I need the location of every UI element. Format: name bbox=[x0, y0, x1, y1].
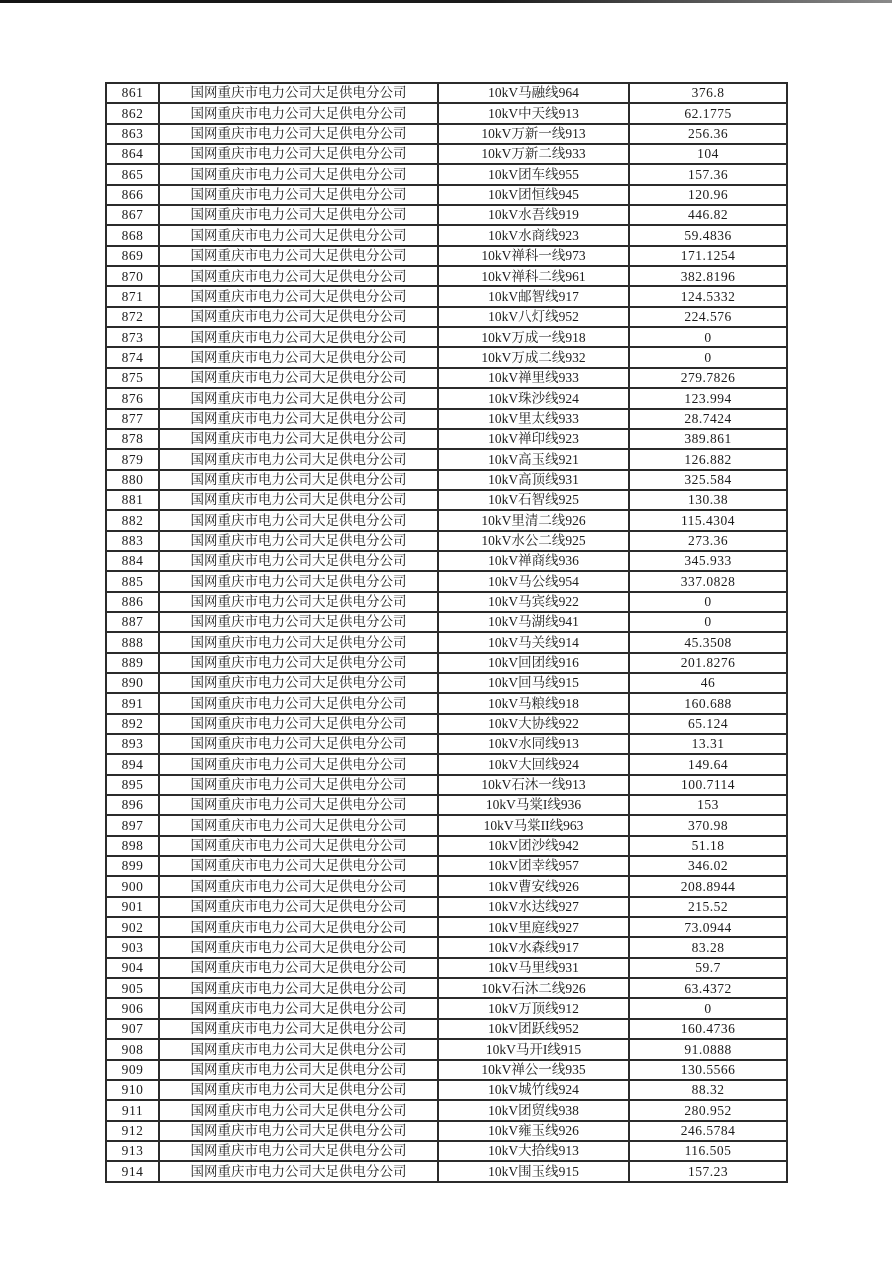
row-number-cell: 908 bbox=[106, 1039, 159, 1059]
line-name-cell: 10kV团恒线945 bbox=[438, 185, 629, 205]
line-name-cell: 10kV高玉线921 bbox=[438, 449, 629, 469]
value-cell: 126.882 bbox=[629, 449, 787, 469]
table-row bbox=[106, 1141, 787, 1161]
line-name-cell: 10kV中天线913 bbox=[438, 103, 629, 123]
table-row bbox=[106, 958, 787, 978]
row-number-cell: 863 bbox=[106, 124, 159, 144]
line-name-cell: 10kV回团线916 bbox=[438, 653, 629, 673]
value-cell: 100.7114 bbox=[629, 775, 787, 795]
line-name-cell: 10kV水商线923 bbox=[438, 225, 629, 245]
line-name-cell: 10kV禅科一线973 bbox=[438, 246, 629, 266]
table-row bbox=[106, 266, 787, 286]
value-cell: 59.7 bbox=[629, 958, 787, 978]
row-number-cell: 883 bbox=[106, 531, 159, 551]
row-number-cell: 864 bbox=[106, 144, 159, 164]
table-row bbox=[106, 876, 787, 896]
table-row bbox=[106, 205, 787, 225]
line-name-cell: 10kV水公二线925 bbox=[438, 531, 629, 551]
company-cell: 国网重庆市电力公司大足供电分公司 bbox=[159, 673, 438, 693]
company-cell: 国网重庆市电力公司大足供电分公司 bbox=[159, 327, 438, 347]
value-cell: 130.38 bbox=[629, 490, 787, 510]
row-number-cell: 907 bbox=[106, 1019, 159, 1039]
table-row bbox=[106, 714, 787, 734]
company-cell: 国网重庆市电力公司大足供电分公司 bbox=[159, 490, 438, 510]
table-row bbox=[106, 368, 787, 388]
company-cell: 国网重庆市电力公司大足供电分公司 bbox=[159, 571, 438, 591]
line-name-cell: 10kV里庭线927 bbox=[438, 917, 629, 937]
row-number-cell: 866 bbox=[106, 185, 159, 205]
table-row bbox=[106, 103, 787, 123]
row-number-cell: 889 bbox=[106, 653, 159, 673]
company-cell: 国网重庆市电力公司大足供电分公司 bbox=[159, 368, 438, 388]
line-name-cell: 10kV禅里线933 bbox=[438, 368, 629, 388]
line-name-cell: 10kV万成二线932 bbox=[438, 347, 629, 367]
company-cell: 国网重庆市电力公司大足供电分公司 bbox=[159, 103, 438, 123]
line-name-cell: 10kV团车线955 bbox=[438, 164, 629, 184]
company-cell: 国网重庆市电力公司大足供电分公司 bbox=[159, 551, 438, 571]
row-number-cell: 913 bbox=[106, 1141, 159, 1161]
company-cell: 国网重庆市电力公司大足供电分公司 bbox=[159, 775, 438, 795]
row-number-cell: 888 bbox=[106, 632, 159, 652]
row-number-cell: 912 bbox=[106, 1121, 159, 1141]
table-row bbox=[106, 795, 787, 815]
row-number-cell: 914 bbox=[106, 1161, 159, 1181]
line-name-cell: 10kV团贸线938 bbox=[438, 1100, 629, 1120]
company-cell: 国网重庆市电力公司大足供电分公司 bbox=[159, 592, 438, 612]
value-cell: 63.4372 bbox=[629, 978, 787, 998]
table-row bbox=[106, 571, 787, 591]
value-cell: 376.8 bbox=[629, 83, 787, 103]
line-name-cell: 10kV水同线913 bbox=[438, 734, 629, 754]
value-cell: 28.7424 bbox=[629, 409, 787, 429]
table-row bbox=[106, 164, 787, 184]
company-cell: 国网重庆市电力公司大足供电分公司 bbox=[159, 124, 438, 144]
value-cell: 446.82 bbox=[629, 205, 787, 225]
table-row bbox=[106, 1060, 787, 1080]
line-name-cell: 10kV回马线915 bbox=[438, 673, 629, 693]
line-name-cell: 10kV石智线925 bbox=[438, 490, 629, 510]
value-cell: 370.98 bbox=[629, 815, 787, 835]
company-cell: 国网重庆市电力公司大足供电分公司 bbox=[159, 836, 438, 856]
value-cell: 256.36 bbox=[629, 124, 787, 144]
row-number-cell: 898 bbox=[106, 836, 159, 856]
row-number-cell: 904 bbox=[106, 958, 159, 978]
table-row bbox=[106, 632, 787, 652]
table-row bbox=[106, 531, 787, 551]
company-cell: 国网重庆市电力公司大足供电分公司 bbox=[159, 734, 438, 754]
line-name-cell: 10kV马开I线915 bbox=[438, 1039, 629, 1059]
line-name-cell: 10kV马粮线918 bbox=[438, 693, 629, 713]
table-row bbox=[106, 815, 787, 835]
row-number-cell: 893 bbox=[106, 734, 159, 754]
line-name-cell: 10kV石沐一线913 bbox=[438, 775, 629, 795]
row-number-cell: 881 bbox=[106, 490, 159, 510]
line-name-cell: 10kV大回线924 bbox=[438, 754, 629, 774]
row-number-cell: 867 bbox=[106, 205, 159, 225]
line-name-cell: 10kV水吾线919 bbox=[438, 205, 629, 225]
company-cell: 国网重庆市电力公司大足供电分公司 bbox=[159, 653, 438, 673]
line-name-cell: 10kV大协线922 bbox=[438, 714, 629, 734]
company-cell: 国网重庆市电力公司大足供电分公司 bbox=[159, 429, 438, 449]
line-name-cell: 10kV石沐二线926 bbox=[438, 978, 629, 998]
line-name-cell: 10kV雍玉线926 bbox=[438, 1121, 629, 1141]
value-cell: 130.5566 bbox=[629, 1060, 787, 1080]
value-cell: 325.584 bbox=[629, 470, 787, 490]
line-name-cell: 10kV万顶线912 bbox=[438, 998, 629, 1018]
company-cell: 国网重庆市电力公司大足供电分公司 bbox=[159, 347, 438, 367]
line-name-cell: 10kV马关线914 bbox=[438, 632, 629, 652]
table-row bbox=[106, 1080, 787, 1100]
table-row bbox=[106, 409, 787, 429]
company-cell: 国网重庆市电力公司大足供电分公司 bbox=[159, 1060, 438, 1080]
company-cell: 国网重庆市电力公司大足供电分公司 bbox=[159, 876, 438, 896]
row-number-cell: 875 bbox=[106, 368, 159, 388]
value-cell: 149.64 bbox=[629, 754, 787, 774]
table-row bbox=[106, 286, 787, 306]
company-cell: 国网重庆市电力公司大足供电分公司 bbox=[159, 286, 438, 306]
table-row bbox=[106, 734, 787, 754]
row-number-cell: 909 bbox=[106, 1060, 159, 1080]
value-cell: 160.4736 bbox=[629, 1019, 787, 1039]
line-name-cell: 10kV马公线954 bbox=[438, 571, 629, 591]
table-row bbox=[106, 937, 787, 957]
company-cell: 国网重庆市电力公司大足供电分公司 bbox=[159, 815, 438, 835]
value-cell: 279.7826 bbox=[629, 368, 787, 388]
company-cell: 国网重庆市电力公司大足供电分公司 bbox=[159, 307, 438, 327]
row-number-cell: 886 bbox=[106, 592, 159, 612]
value-cell: 157.23 bbox=[629, 1161, 787, 1181]
row-number-cell: 877 bbox=[106, 409, 159, 429]
line-name-cell: 10kV大拾线913 bbox=[438, 1141, 629, 1161]
table-row bbox=[106, 246, 787, 266]
row-number-cell: 880 bbox=[106, 470, 159, 490]
company-cell: 国网重庆市电力公司大足供电分公司 bbox=[159, 1121, 438, 1141]
line-name-cell: 10kV里清二线926 bbox=[438, 510, 629, 530]
table-row bbox=[106, 592, 787, 612]
company-cell: 国网重庆市电力公司大足供电分公司 bbox=[159, 978, 438, 998]
row-number-cell: 902 bbox=[106, 917, 159, 937]
company-cell: 国网重庆市电力公司大足供电分公司 bbox=[159, 185, 438, 205]
value-cell: 160.688 bbox=[629, 693, 787, 713]
company-cell: 国网重庆市电力公司大足供电分公司 bbox=[159, 897, 438, 917]
value-cell: 116.505 bbox=[629, 1141, 787, 1161]
company-cell: 国网重庆市电力公司大足供电分公司 bbox=[159, 449, 438, 469]
value-cell: 83.28 bbox=[629, 937, 787, 957]
table-row bbox=[106, 185, 787, 205]
company-cell: 国网重庆市电力公司大足供电分公司 bbox=[159, 83, 438, 103]
company-cell: 国网重庆市电力公司大足供电分公司 bbox=[159, 144, 438, 164]
value-cell: 91.0888 bbox=[629, 1039, 787, 1059]
company-cell: 国网重庆市电力公司大足供电分公司 bbox=[159, 917, 438, 937]
scan-artifact-top-edge bbox=[0, 0, 892, 3]
row-number-cell: 900 bbox=[106, 876, 159, 896]
value-cell: 120.96 bbox=[629, 185, 787, 205]
row-number-cell: 910 bbox=[106, 1080, 159, 1100]
company-cell: 国网重庆市电力公司大足供电分公司 bbox=[159, 531, 438, 551]
table-row bbox=[106, 510, 787, 530]
row-number-cell: 872 bbox=[106, 307, 159, 327]
company-cell: 国网重庆市电力公司大足供电分公司 bbox=[159, 693, 438, 713]
row-number-cell: 884 bbox=[106, 551, 159, 571]
table-row bbox=[106, 673, 787, 693]
row-number-cell: 868 bbox=[106, 225, 159, 245]
value-cell: 51.18 bbox=[629, 836, 787, 856]
table-row bbox=[106, 612, 787, 632]
line-name-cell: 10kV马棠II线963 bbox=[438, 815, 629, 835]
row-number-cell: 897 bbox=[106, 815, 159, 835]
row-number-cell: 905 bbox=[106, 978, 159, 998]
table-row bbox=[106, 1039, 787, 1059]
value-cell: 337.0828 bbox=[629, 571, 787, 591]
value-cell: 171.1254 bbox=[629, 246, 787, 266]
table-row bbox=[106, 917, 787, 937]
table-row bbox=[106, 1019, 787, 1039]
row-number-cell: 874 bbox=[106, 347, 159, 367]
table-row bbox=[106, 307, 787, 327]
table-row bbox=[106, 978, 787, 998]
line-name-cell: 10kV马棠I线936 bbox=[438, 795, 629, 815]
value-cell: 73.0944 bbox=[629, 917, 787, 937]
company-cell: 国网重庆市电力公司大足供电分公司 bbox=[159, 937, 438, 957]
company-cell: 国网重庆市电力公司大足供电分公司 bbox=[159, 754, 438, 774]
row-number-cell: 878 bbox=[106, 429, 159, 449]
table-row bbox=[106, 83, 787, 103]
company-cell: 国网重庆市电力公司大足供电分公司 bbox=[159, 266, 438, 286]
company-cell: 国网重庆市电力公司大足供电分公司 bbox=[159, 1100, 438, 1120]
line-name-cell: 10kV马里线931 bbox=[438, 958, 629, 978]
value-cell: 382.8196 bbox=[629, 266, 787, 286]
table-body bbox=[106, 83, 787, 1182]
value-cell: 345.933 bbox=[629, 551, 787, 571]
table-row bbox=[106, 490, 787, 510]
table-row bbox=[106, 1161, 787, 1181]
table-row bbox=[106, 449, 787, 469]
line-name-cell: 10kV禅科二线961 bbox=[438, 266, 629, 286]
row-number-cell: 896 bbox=[106, 795, 159, 815]
company-cell: 国网重庆市电力公司大足供电分公司 bbox=[159, 470, 438, 490]
company-cell: 国网重庆市电力公司大足供电分公司 bbox=[159, 409, 438, 429]
line-name-cell: 10kV团幸线957 bbox=[438, 856, 629, 876]
company-cell: 国网重庆市电力公司大足供电分公司 bbox=[159, 225, 438, 245]
value-cell: 273.36 bbox=[629, 531, 787, 551]
company-cell: 国网重庆市电力公司大足供电分公司 bbox=[159, 1019, 438, 1039]
row-number-cell: 882 bbox=[106, 510, 159, 530]
row-number-cell: 892 bbox=[106, 714, 159, 734]
value-cell: 59.4836 bbox=[629, 225, 787, 245]
value-cell: 246.5784 bbox=[629, 1121, 787, 1141]
table-row bbox=[106, 429, 787, 449]
company-cell: 国网重庆市电力公司大足供电分公司 bbox=[159, 205, 438, 225]
line-name-cell: 10kV马湖线941 bbox=[438, 612, 629, 632]
table-row bbox=[106, 347, 787, 367]
row-number-cell: 891 bbox=[106, 693, 159, 713]
value-cell: 157.36 bbox=[629, 164, 787, 184]
company-cell: 国网重庆市电力公司大足供电分公司 bbox=[159, 388, 438, 408]
value-cell: 13.31 bbox=[629, 734, 787, 754]
company-cell: 国网重庆市电力公司大足供电分公司 bbox=[159, 1039, 438, 1059]
line-name-cell: 10kV曹安线926 bbox=[438, 876, 629, 896]
value-cell: 0 bbox=[629, 347, 787, 367]
row-number-cell: 869 bbox=[106, 246, 159, 266]
value-cell: 346.02 bbox=[629, 856, 787, 876]
table-row bbox=[106, 1121, 787, 1141]
row-number-cell: 865 bbox=[106, 164, 159, 184]
table-row bbox=[106, 1100, 787, 1120]
table-row bbox=[106, 856, 787, 876]
table-row bbox=[106, 653, 787, 673]
value-cell: 65.124 bbox=[629, 714, 787, 734]
row-number-cell: 870 bbox=[106, 266, 159, 286]
row-number-cell: 899 bbox=[106, 856, 159, 876]
value-cell: 0 bbox=[629, 327, 787, 347]
line-name-cell: 10kV珠沙线924 bbox=[438, 388, 629, 408]
line-name-cell: 10kV万成一线918 bbox=[438, 327, 629, 347]
line-name-cell: 10kV团跃线952 bbox=[438, 1019, 629, 1039]
line-name-cell: 10kV高顶线931 bbox=[438, 470, 629, 490]
value-cell: 208.8944 bbox=[629, 876, 787, 896]
company-cell: 国网重庆市电力公司大足供电分公司 bbox=[159, 632, 438, 652]
table-row bbox=[106, 897, 787, 917]
company-cell: 国网重庆市电力公司大足供电分公司 bbox=[159, 1161, 438, 1181]
company-cell: 国网重庆市电力公司大足供电分公司 bbox=[159, 958, 438, 978]
table-row bbox=[106, 144, 787, 164]
value-cell: 389.861 bbox=[629, 429, 787, 449]
value-cell: 124.5332 bbox=[629, 286, 787, 306]
line-name-cell: 10kV八灯线952 bbox=[438, 307, 629, 327]
table-row bbox=[106, 754, 787, 774]
value-cell: 224.576 bbox=[629, 307, 787, 327]
table-row bbox=[106, 470, 787, 490]
line-name-cell: 10kV水森线917 bbox=[438, 937, 629, 957]
value-cell: 0 bbox=[629, 998, 787, 1018]
row-number-cell: 887 bbox=[106, 612, 159, 632]
value-cell: 62.1775 bbox=[629, 103, 787, 123]
line-name-cell: 10kV禅印线923 bbox=[438, 429, 629, 449]
row-number-cell: 901 bbox=[106, 897, 159, 917]
value-cell: 115.4304 bbox=[629, 510, 787, 530]
value-cell: 0 bbox=[629, 612, 787, 632]
value-cell: 88.32 bbox=[629, 1080, 787, 1100]
value-cell: 123.994 bbox=[629, 388, 787, 408]
value-cell: 104 bbox=[629, 144, 787, 164]
line-name-cell: 10kV马融线964 bbox=[438, 83, 629, 103]
value-cell: 201.8276 bbox=[629, 653, 787, 673]
line-name-cell: 10kV万新一线913 bbox=[438, 124, 629, 144]
table-row bbox=[106, 775, 787, 795]
line-name-cell: 10kV禅公一线935 bbox=[438, 1060, 629, 1080]
value-cell: 46 bbox=[629, 673, 787, 693]
line-name-cell: 10kV水达线927 bbox=[438, 897, 629, 917]
company-cell: 国网重庆市电力公司大足供电分公司 bbox=[159, 795, 438, 815]
table-row bbox=[106, 225, 787, 245]
table-row bbox=[106, 551, 787, 571]
row-number-cell: 894 bbox=[106, 754, 159, 774]
row-number-cell: 862 bbox=[106, 103, 159, 123]
company-cell: 国网重庆市电力公司大足供电分公司 bbox=[159, 1080, 438, 1100]
table-row bbox=[106, 998, 787, 1018]
row-number-cell: 873 bbox=[106, 327, 159, 347]
line-name-cell: 10kV邮智线917 bbox=[438, 286, 629, 306]
row-number-cell: 879 bbox=[106, 449, 159, 469]
company-cell: 国网重庆市电力公司大足供电分公司 bbox=[159, 1141, 438, 1161]
table-row bbox=[106, 388, 787, 408]
line-name-cell: 10kV马宾线922 bbox=[438, 592, 629, 612]
table-row bbox=[106, 124, 787, 144]
company-cell: 国网重庆市电力公司大足供电分公司 bbox=[159, 612, 438, 632]
row-number-cell: 861 bbox=[106, 83, 159, 103]
company-cell: 国网重庆市电力公司大足供电分公司 bbox=[159, 856, 438, 876]
company-cell: 国网重庆市电力公司大足供电分公司 bbox=[159, 998, 438, 1018]
company-cell: 国网重庆市电力公司大足供电分公司 bbox=[159, 714, 438, 734]
company-cell: 国网重庆市电力公司大足供电分公司 bbox=[159, 164, 438, 184]
table-row bbox=[106, 327, 787, 347]
value-cell: 215.52 bbox=[629, 897, 787, 917]
row-number-cell: 906 bbox=[106, 998, 159, 1018]
value-cell: 153 bbox=[629, 795, 787, 815]
line-name-cell: 10kV禅商线936 bbox=[438, 551, 629, 571]
company-cell: 国网重庆市电力公司大足供电分公司 bbox=[159, 510, 438, 530]
row-number-cell: 871 bbox=[106, 286, 159, 306]
line-name-cell: 10kV万新二线933 bbox=[438, 144, 629, 164]
value-cell: 0 bbox=[629, 592, 787, 612]
power-line-table bbox=[105, 82, 788, 1183]
row-number-cell: 876 bbox=[106, 388, 159, 408]
value-cell: 45.3508 bbox=[629, 632, 787, 652]
table-row bbox=[106, 836, 787, 856]
table-row bbox=[106, 693, 787, 713]
company-cell: 国网重庆市电力公司大足供电分公司 bbox=[159, 246, 438, 266]
row-number-cell: 885 bbox=[106, 571, 159, 591]
row-number-cell: 903 bbox=[106, 937, 159, 957]
row-number-cell: 895 bbox=[106, 775, 159, 795]
line-name-cell: 10kV团沙线942 bbox=[438, 836, 629, 856]
row-number-cell: 911 bbox=[106, 1100, 159, 1120]
line-name-cell: 10kV里太线933 bbox=[438, 409, 629, 429]
value-cell: 280.952 bbox=[629, 1100, 787, 1120]
line-name-cell: 10kV围玉线915 bbox=[438, 1161, 629, 1181]
row-number-cell: 890 bbox=[106, 673, 159, 693]
line-name-cell: 10kV城竹线924 bbox=[438, 1080, 629, 1100]
